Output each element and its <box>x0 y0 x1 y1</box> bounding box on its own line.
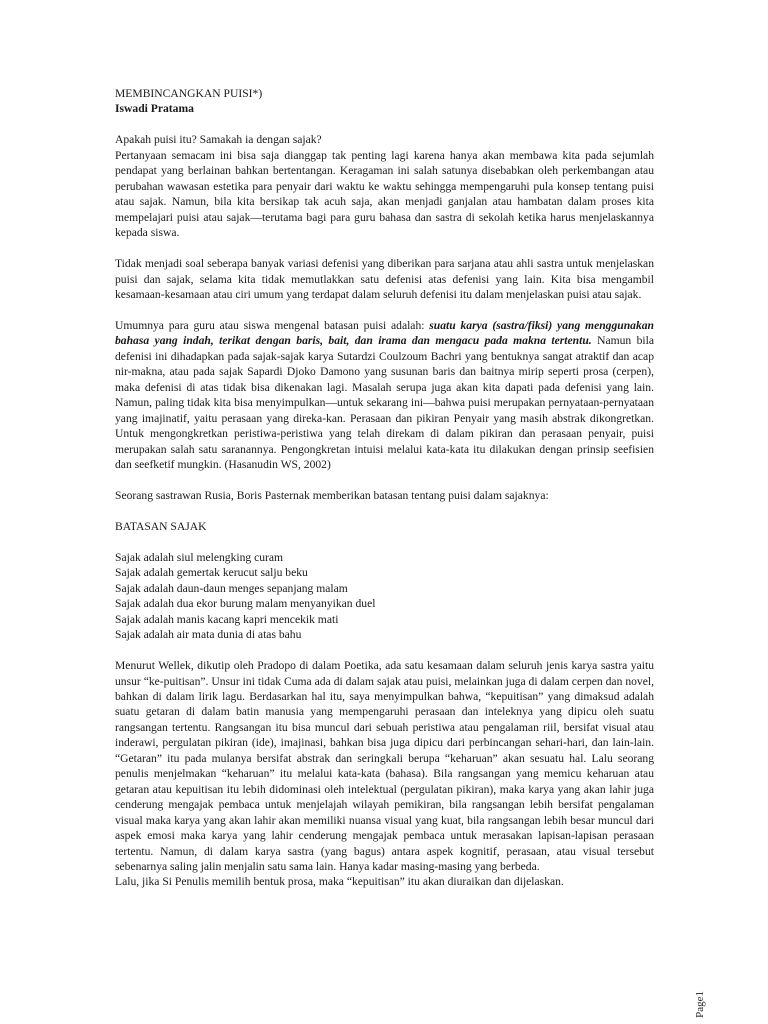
author-name: Iswadi Pratama <box>115 102 194 116</box>
spacer <box>115 302 654 318</box>
spacer <box>115 241 654 257</box>
spacer <box>115 503 654 519</box>
spacer <box>115 643 654 659</box>
paragraph-common-definition <box>115 318 654 473</box>
poem-line: Sajak adalah dua ekor burung malam menyanyikan duel <box>115 597 376 611</box>
paragraph-question: Apakah puisi itu? Samakah ia dengan sajak? <box>115 133 322 147</box>
poem-body <box>115 550 654 643</box>
spacer <box>115 534 654 550</box>
poem-title: BATASAN SAJAK <box>115 519 207 533</box>
paragraph-definitions: Tidak menjadi soal seberapa banyak variasi defenisi yang diberikan para sarjana atau ahli sastra untuk menjelaskan puisi dan sajak, selama kita tidak memutlakkan satu defenisi atas defenisi yang lain. Kita bisa mengambil kesamaan-kesamaan atau ciri umum yang terdapat dalam seluruh defenisi itu dalam menjelaskan puisi atau sajak. <box>115 257 654 301</box>
poem-line: Sajak adalah siul melengking curam <box>115 550 284 564</box>
paragraph-pasternak: Seorang sastrawan Rusia, Boris Pasternak memberikan batasan tentang puisi dalam sajaknya: <box>115 488 549 502</box>
definition-intro-text: Umumnya para guru atau siswa mengenal batasan puisi adalah: <box>115 318 430 332</box>
paragraph-prose: Lalu, jika Si Penulis memilih bentuk prosa, maka “kepuitisan” itu akan diuraikan dan dijelaskan. <box>115 875 564 889</box>
spacer <box>115 472 654 488</box>
poem-line: Sajak adalah air mata dunia di atas bahu <box>115 628 302 642</box>
definition-emphasis: suatu karya (sastra/fiksi) yang menggunakan bahasa yang indah, terikat dengan baris, bait, dan irama dan mengacu pada makna tertentu. <box>115 318 654 348</box>
page-number: Page1 <box>694 991 706 1018</box>
poem-line: Sajak adalah daun-daun menges sepanjang malam <box>115 581 348 595</box>
paragraph-wellek: Menurut Wellek, dikutip oleh Pradopo di dalam Poetika, ada satu kesamaan dalam seluruh jenis karya sastra yaitu unsur “ke-puitisan”. Unsur ini tidak Cuma ada di dalam sajak atau puisi, melainkan juga di dalam cerpen dan novel, bahkan di dalam lirik lagu. Berdasarkan hal itu, saya menyimpulkan bahwa, “kepuitisan” yang dimaksud adalah suatu getaran di dalam batin manusia yang mempengaruhi perasaan dan inteleknya yang dipicu oleh suatu rangsangan tertentu. Rangsangan itu bisa muncul dari sebuah peristiwa atau pengalaman riil, bersifat visual atau inderawi, pergulatan pikiran (ide), imajinasi, bahkan bisa juga dipicu dari perbincangan sehari-hari, dan lain-lain. “Getaran” itu pada mulanya bersifat abstrak dan seringkali berupa “keharuan” akan sesuatu hal. Lalu seorang penulis menjelmakan “keharuan” itu melalui kata-kata (bahasa). Bila rangsangan yang memicu keharuan atau getaran atau kepuitisan itu lebih didominasi oleh intelektual (pergulatan pikiran), maka karya yang akan lahir juga cenderung mengajak pembaca untuk menjelajah wilayah pemikiran, bila rangsangan lebih bersifat pengalaman visual maka karya yang akan lahir akan memiliki nuansa visual yang kuat, bila rangsangan lebih besar muncul dari aspek emosi maka karya yang lahir cenderung mengajak pembaca untuk merasakan lapisan-lapisan perasaan tertentu. Namun, di dalam karya sastra (yang bagus) antara aspek kognitif, perasaan, atau visual tersebut sebenarnya saling jalin menjalin satu sama lain. Hanya kadar masing-masing yang berbeda. <box>115 659 654 873</box>
document-page <box>115 86 654 890</box>
poem-line: Sajak adalah gemertak kerucut salju beku <box>115 566 308 580</box>
document-title: MEMBINCANGKAN PUISI*) <box>115 87 263 100</box>
spacer <box>115 117 654 133</box>
poem-line: Sajak adalah manis kacang kapri mencekik mati <box>115 612 339 626</box>
paragraph-intro: Pertanyaan semacam ini bisa saja dianggap tak penting lagi karena hanya akan membawa kita pada sejumlah pendapat yang berlainan bahkan bertentangan. Keragaman ini salah satunya disebabkan oleh perkembangan atau perubahan wawasan estetika para penyair dari waktu ke waktu sehingga mempengaruhi pula konsep tentang puisi atau sajak. Namun, bila kita bersikap tak acuh saja, akan menjadi ganjalan atau hambatan dalam proses kita mempelajari puisi atau sajak—terutama bagi para guru bahasa dan sastra di sekolah ketika harus menjelaskannya kepada siswa. <box>115 148 654 240</box>
definition-discussion-text: Namun bila defenisi ini dihadapkan pada sajak-sajak karya Sutardzi Coulzoum Bachri yang bentuknya sangat atraktif dan acap nir-makna, atau pada sajak Sapardi Djoko Damono yang susunan baris dan baitnya mirip seperti prosa (cerpen), maka defenisi di atas tidak bisa dikenakan lagi. Masalah serupa juga akan kita dapati pada defenisi yang lain. Namun, paling tidak kita bisa menyimpulkan—untuk sekarang ini—bahwa puisi merupakan pernyataan-pernyataan yang imajinatif, yaitu perasaan yang direka-kan. Perasaan dan pikiran Penyair yang masih abstrak dikongretkan. Untuk mengongkretkan peristiwa-peristiwa yang telah direkam di dalam pikiran dan perasaan penyair, puisi merupakan salah satu saranannya. Pengongkretan intuisi melalui kata-kata itu dilakukan dengan prinsip seefisien dan seefketif mungkin. (Hasanudin WS, 2002) <box>115 334 654 472</box>
